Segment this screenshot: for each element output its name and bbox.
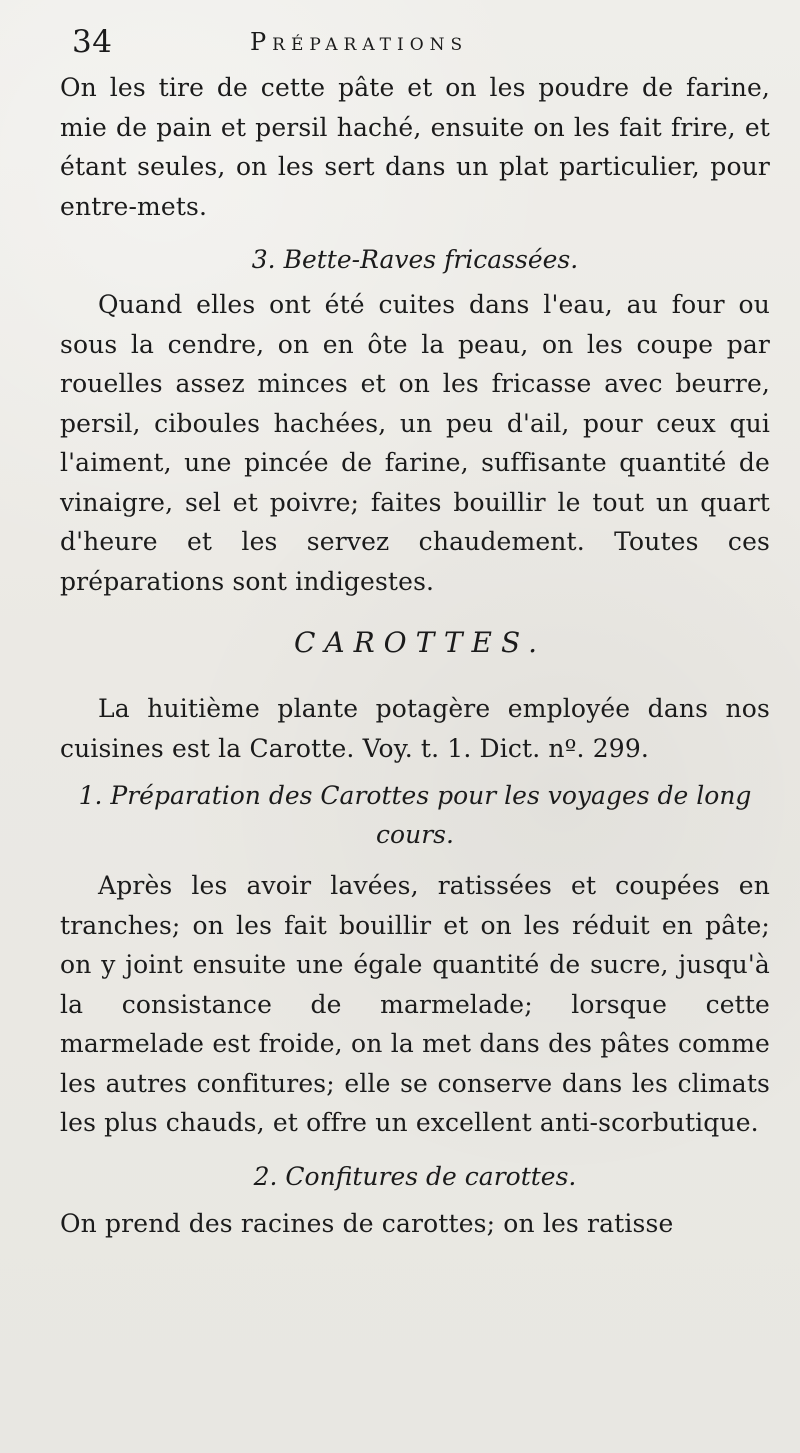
subheading-preparation-carottes: 1. Préparation des Carottes pour les voyages de long cours. (78, 781, 752, 849)
paragraph-2: Quand elles ont été cuites dans l'eau, au four ou sous la cendre, on en ôte la peau, on les coupe par rouelles assez minces et on les fricasse avec beurre, persil, ciboules hachées, un peu d'ail, pour ceux qui l'aiment, une pincée de farine, suffisante quantité de vinaigre, sel et poivre; faites bouillir le tout un quart d'heure et les servez chaudement. Toutes ces préparations sont indigestes. (60, 290, 770, 596)
main-heading-carottes: CAROTTES. (293, 626, 547, 659)
paragraph-1: On les tire de cette pâte et on les poudre de farine, mie de pain et persil haché, ensuite on les fait frire, et étant seules, on les sert dans un plat particulier, pour entre-mets. (60, 73, 770, 221)
page-number: 34 (72, 24, 113, 60)
running-title: Préparations (250, 28, 469, 56)
paragraph-4: Après les avoir lavées, ratissées et coupées en tranches; on les fait bouillir et on les réduit en pâte; on y joint ensuite une égale quantité de sucre, jusqu'à la consistance de marmelade; lorsque cette marmelade est froide, on la met dans des pâtes comme les autres confitures; elle se conserve dans les climats les plus chauds, et offre un excellent anti-scorbutique. (60, 871, 770, 1137)
page-content (60, 68, 770, 1243)
spacer (60, 1143, 770, 1157)
spacer (60, 768, 770, 776)
spacer (60, 854, 770, 866)
subheading-bette-raves: 3. Bette-Raves fricassées. (251, 245, 579, 274)
spacer (60, 226, 770, 234)
spacer (60, 1196, 770, 1204)
paragraph-3: La huitième plante potagère employée dans nos cuisines est la Carotte. Voy. t. 1. Dict. nº. 299. (60, 694, 770, 763)
paragraph-5: On prend des racines de carottes; on les ratisse (60, 1208, 674, 1238)
page-header (72, 22, 772, 62)
subheading-confitures: 2. Confitures de carottes. (253, 1161, 577, 1191)
